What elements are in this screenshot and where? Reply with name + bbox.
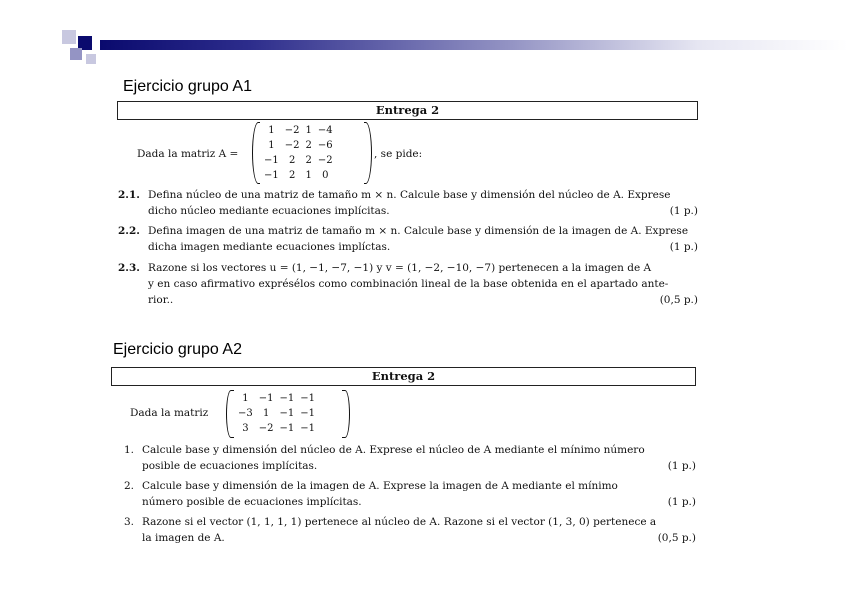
matrix-cell: 0 [322,170,329,181]
item-text-line2: la imagen de A. [142,532,225,544]
matrix-cell: −2 [284,140,300,151]
item-number: 1. [124,444,135,456]
item-points: (1 p.) [667,460,696,472]
item-points: (1 p.) [669,205,698,217]
item-number: 2.1. [118,189,140,201]
item-text-line2: dicho núcleo mediante ecuaciones implícitas. [148,205,390,217]
matrix-cell: −2 [317,155,333,166]
section-a1-matrix [252,122,372,184]
matrix-cell: 1 [262,408,270,419]
section-a1-item [118,187,698,219]
section-a2-item [124,442,696,474]
matrix-cell: 1 [242,393,249,404]
item-text-line2: dicha imagen mediante ecuaciones implíctas. [148,241,391,253]
item-text-line2: posible de ecuaciones implícitas. [142,460,318,472]
section-a1-entrega-box: Entrega 2 [117,101,698,120]
matrix-row [235,421,318,436]
matrix-row [261,138,336,153]
matrix-cell: −1 [300,393,315,404]
matrix-cell: −6 [317,140,333,151]
matrix-cell: 2 [305,140,312,151]
item-text-line1: Defina imagen de una matriz de tamaño m × n. Calcule base y dimensión de la imagen de A. Exprese [148,225,689,237]
matrix-cell: 2 [288,155,296,166]
item-text-line1: Razone si el vector (1, 1, 1, 1) pertenece al núcleo de A. Razone si el vector (1, 3, 0) pertenece a [142,516,657,528]
matrix-cell: −1 [264,155,279,166]
item-text-line1: Razone si los vectores u = (1, −1, −7, −1) y v = (1, −2, −10, −7) pertenecen a la imagen de A [148,262,652,274]
banner-square-mid [70,48,82,60]
matrix-cell: −1 [300,423,315,434]
banner-square-small [86,54,96,64]
item-text-line2: número posible de ecuaciones implícitas. [142,496,362,508]
item-text-line1: Defina núcleo de una matriz de tamaño m × n. Calcule base y dimensión del núcleo de A. Exprese [148,189,671,201]
section-a2-entrega-box: Entrega 2 [111,367,696,386]
section-a1-item [118,223,698,255]
banner-square-light [62,30,76,44]
matrix-right-paren [364,122,372,184]
matrix-cell: −3 [238,408,253,419]
section-a1-intro [137,148,238,160]
matrix-cell: 2 [305,155,312,166]
section-a2-intro: Dada la matriz [130,407,209,419]
item-text-line1: Calcule base y dimensión del núcleo de A. Exprese el núcleo de A mediante el mínimo número [142,444,645,456]
item-number: 2.2. [118,225,140,237]
matrix-cell: 2 [288,170,296,181]
item-points: (1 p.) [669,241,698,253]
matrix-left-paren [252,122,260,184]
section-a2-item [124,514,696,546]
matrix-row [261,168,336,183]
section-a1-heading: Ejercicio grupo A1 [123,78,252,95]
section-a1-intro-prefix: Dada la matriz A = [137,148,239,160]
matrix-row [235,391,318,406]
item-points: (0,5 p.) [657,532,696,544]
matrix-cell: −2 [258,423,274,434]
matrix-row [261,153,336,168]
matrix-cell: 1 [305,170,312,181]
section-a2-matrix [226,390,350,438]
matrix-right-paren [342,390,350,438]
matrix-cell: −1 [279,393,295,404]
matrix-row [235,406,318,421]
matrix-cell: −2 [284,125,300,136]
item-number: 3. [124,516,135,528]
matrix-left-paren [226,390,234,438]
matrix-cell: −1 [279,423,295,434]
item-text-line1: Calcule base y dimensión de la imagen de A. Exprese la imagen de A mediante el mínimo [142,480,618,492]
item-points: (0,5 p.) [659,294,698,306]
item-points: (1 p.) [667,496,696,508]
banner-gradient-bar [100,40,848,50]
section-a1-intro-suffix: , se pide: [374,148,423,160]
section-a2-heading: Ejercicio grupo A2 [113,341,242,358]
section-a1-item [118,260,698,308]
matrix-cell: 1 [305,125,312,136]
matrix-cell: −1 [279,408,295,419]
matrix-cell: −1 [258,393,274,404]
item-text-line2: y en caso afirmativo exprésélos como combinación lineal de la base obtenida en el apartado ante- [148,278,669,290]
matrix-cell: −4 [317,125,333,136]
slide-banner [62,22,848,74]
matrix-row [261,123,336,138]
matrix-cell: 1 [268,140,275,151]
section-a2-item [124,478,696,510]
matrix-cell: 1 [268,125,275,136]
matrix-cell: −1 [264,170,279,181]
item-number: 2.3. [118,262,140,274]
matrix-cell: −1 [300,408,315,419]
item-number: 2. [124,480,135,492]
item-text-line3: rior.. [148,294,174,306]
matrix-cell: 3 [242,423,249,434]
